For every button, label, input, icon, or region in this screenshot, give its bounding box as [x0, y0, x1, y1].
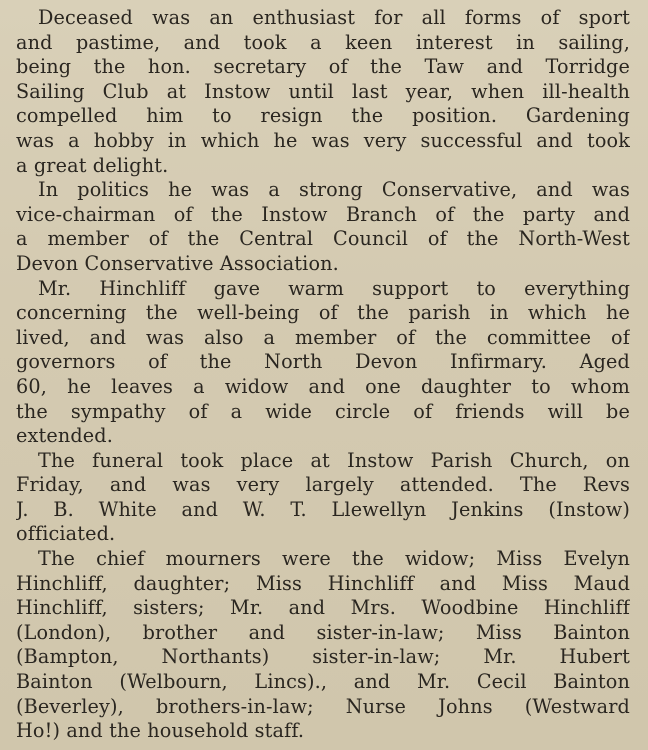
article-line: a great delight.	[16, 153, 169, 177]
article-line: Hinchliff, sisters; Mr. and Mrs. Woodbine Hinchliff	[16, 596, 630, 620]
article-line: and pastime, and took a keen interest in sailing,	[16, 30, 630, 54]
article-line: (Bampton, Northants) sister-in-law; Mr. Hubert	[16, 645, 630, 669]
article-line: compelled him to resign the position. Gardening	[16, 104, 630, 128]
article-line: governors of the North Devon Infirmary. Aged	[16, 350, 630, 374]
article-line: being the hon. secretary of the Taw and Torridge	[16, 55, 630, 79]
article-line: Bainton (Welbourn, Lincs)., and Mr. Cecil Bainton	[16, 670, 630, 694]
article-line: Friday, and was very largely attended. The Revs	[16, 473, 630, 497]
article-line: Hinchliff, daughter; Miss Hinchliff and Miss Maud	[16, 571, 630, 595]
article-line: the sympathy of a wide circle of friends will be	[16, 399, 630, 423]
article-line: (London), brother and sister-in-law; Miss Bainton	[16, 620, 630, 644]
article-line: The chief mourners were the widow; Miss Evelyn	[38, 547, 630, 571]
article-line: Ho!) and the household staff.	[16, 719, 305, 743]
article-line: (Beverley), brothers-in-law; Nurse Johns (Westward	[16, 694, 630, 718]
article-line: a member of the Central Council of the North-West	[16, 227, 630, 251]
article-line: extended.	[16, 424, 113, 448]
article-line: was a hobby in which he was very successful and took	[16, 128, 630, 152]
article-line: concerning the well-being of the parish in which he	[16, 301, 630, 325]
article-line: Mr. Hinchliff gave warm support to everything	[38, 276, 630, 300]
article-line: vice-chairman of the Instow Branch of the party and	[16, 202, 630, 226]
article-line: Sailing Club at Instow until last year, when ill-health	[16, 79, 630, 103]
article-line: officiated.	[16, 522, 116, 546]
article-line: Deceased was an enthusiast for all forms of sport	[38, 6, 630, 29]
article-line: lived, and was also a member of the committee of	[16, 325, 630, 349]
article-line: In politics he was a strong Conservative, and was	[38, 178, 630, 202]
article-line: The funeral took place at Instow Parish Church, on	[38, 448, 630, 472]
article-line: J. B. White and W. T. Llewellyn Jenkins (Instow)	[16, 497, 630, 521]
article-body	[16, 6, 630, 744]
article-line: Devon Conservative Association.	[16, 251, 339, 275]
article-line: 60, he leaves a widow and one daughter to whom	[16, 374, 630, 398]
